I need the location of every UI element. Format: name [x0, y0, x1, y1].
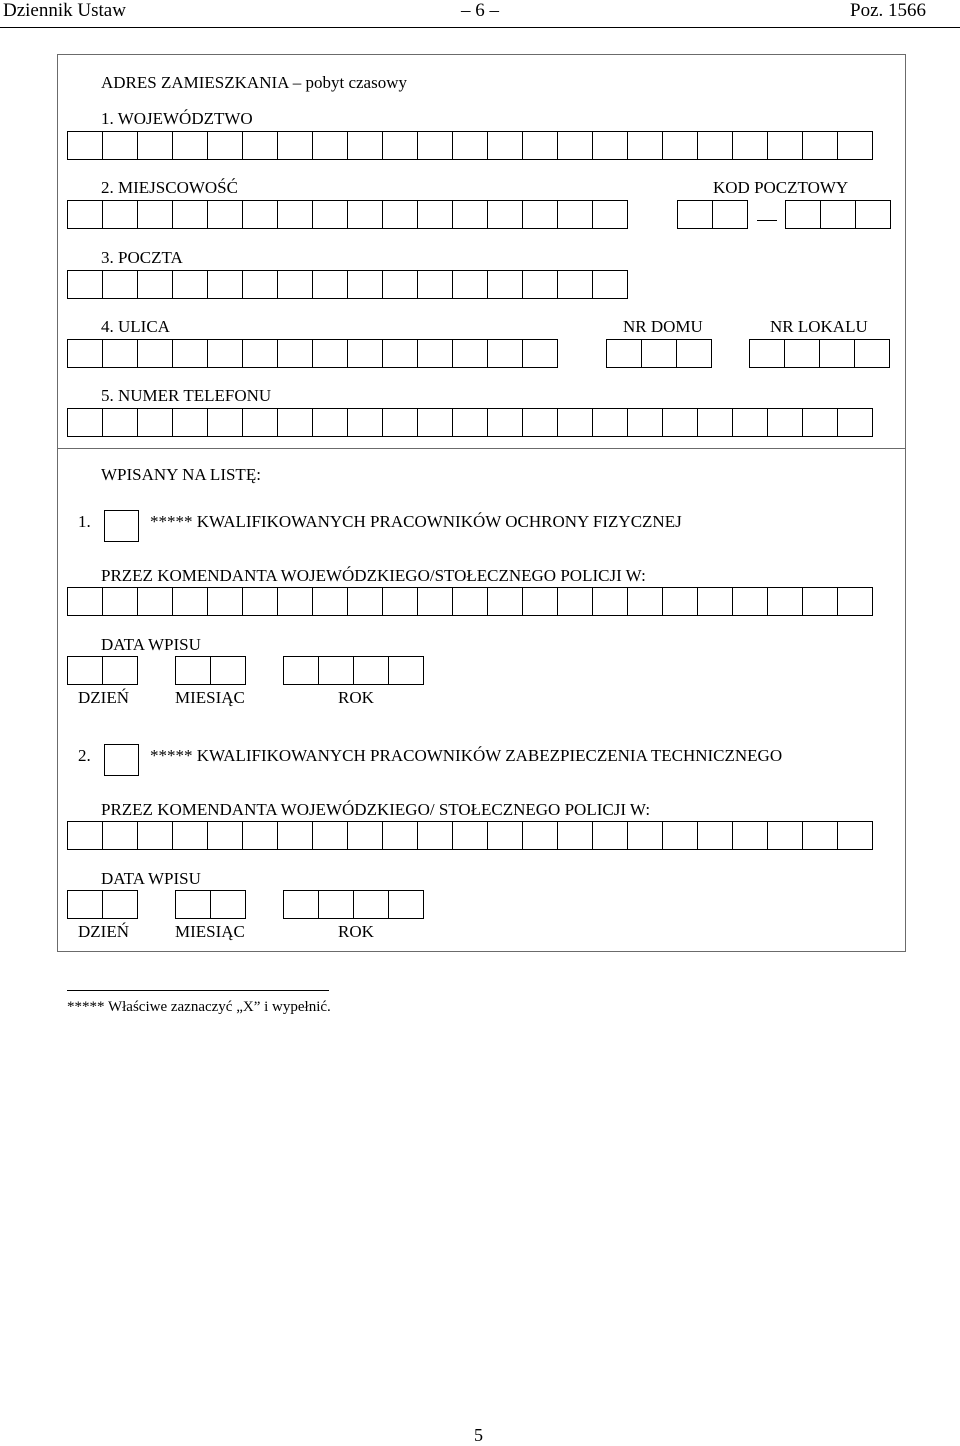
locality-boxes[interactable]	[67, 200, 628, 229]
character-box[interactable]	[678, 200, 713, 229]
character-box[interactable]	[453, 131, 488, 160]
item-2-month-boxes[interactable]	[175, 890, 246, 919]
character-box[interactable]	[354, 656, 389, 685]
character-box[interactable]	[733, 408, 768, 437]
character-box[interactable]	[523, 587, 558, 616]
item-2-year-label: ROK	[338, 922, 374, 941]
character-box[interactable]	[138, 587, 173, 616]
item-2-number: 2.	[78, 746, 91, 765]
character-box[interactable]	[523, 339, 558, 368]
character-box[interactable]	[138, 270, 173, 299]
item-1-number: 1.	[78, 512, 91, 531]
character-box[interactable]	[733, 587, 768, 616]
character-box[interactable]	[176, 656, 211, 685]
character-box[interactable]	[173, 270, 208, 299]
character-box[interactable]	[68, 200, 103, 229]
character-box[interactable]	[173, 200, 208, 229]
character-box[interactable]	[628, 587, 663, 616]
item-1-authority-boxes[interactable]	[67, 587, 873, 616]
character-box[interactable]	[488, 131, 523, 160]
character-box[interactable]	[698, 821, 733, 850]
character-box[interactable]	[593, 131, 628, 160]
house-number-label: NR DOMU	[623, 317, 703, 336]
character-box[interactable]	[313, 200, 348, 229]
character-box[interactable]	[319, 890, 354, 919]
character-box[interactable]	[348, 339, 383, 368]
character-box[interactable]	[523, 821, 558, 850]
character-box[interactable]	[803, 587, 838, 616]
character-box[interactable]	[768, 587, 803, 616]
locality-label: 2. MIEJSCOWOŚĆ	[101, 178, 238, 197]
character-box[interactable]	[348, 200, 383, 229]
voivodeship-label: 1. WOJEWÓDZTWO	[101, 109, 253, 128]
character-box[interactable]	[785, 339, 820, 368]
character-box[interactable]	[418, 339, 453, 368]
character-box[interactable]	[593, 587, 628, 616]
character-box[interactable]	[313, 587, 348, 616]
character-box[interactable]	[418, 270, 453, 299]
character-box[interactable]	[663, 408, 698, 437]
character-box[interactable]	[173, 131, 208, 160]
character-box[interactable]	[348, 587, 383, 616]
character-box[interactable]	[453, 339, 488, 368]
character-box[interactable]	[313, 408, 348, 437]
character-box[interactable]	[243, 200, 278, 229]
item-1-text: ***** KWALIFIKOWANYCH PRACOWNIKÓW OCHRONY FIZYCZNEJ	[150, 512, 682, 531]
street-boxes[interactable]	[67, 339, 558, 368]
character-box[interactable]	[319, 656, 354, 685]
post-office-boxes[interactable]	[67, 270, 628, 299]
character-box[interactable]	[856, 200, 891, 229]
character-box[interactable]	[418, 131, 453, 160]
character-box[interactable]	[786, 200, 821, 229]
character-box[interactable]	[103, 200, 138, 229]
address-title: ADRES ZAMIESZKANIA – pobyt czasowy	[101, 73, 407, 92]
character-box[interactable]	[698, 408, 733, 437]
character-box[interactable]	[663, 587, 698, 616]
character-box[interactable]	[68, 339, 103, 368]
character-box[interactable]	[488, 339, 523, 368]
post-office-label: 3. POCZTA	[101, 248, 183, 267]
character-box[interactable]	[383, 821, 418, 850]
character-box[interactable]	[138, 408, 173, 437]
character-box[interactable]	[768, 408, 803, 437]
character-box[interactable]	[208, 131, 243, 160]
character-box[interactable]	[698, 587, 733, 616]
character-box[interactable]	[208, 408, 243, 437]
character-box[interactable]	[768, 131, 803, 160]
listing-title: WPISANY NA LISTĘ:	[101, 465, 261, 484]
character-box[interactable]	[284, 890, 319, 919]
character-box[interactable]	[558, 587, 593, 616]
character-box[interactable]	[243, 339, 278, 368]
character-box[interactable]	[211, 890, 246, 919]
character-box[interactable]	[176, 890, 211, 919]
footnote-rule	[67, 990, 329, 991]
character-box[interactable]	[855, 339, 890, 368]
character-box[interactable]	[733, 821, 768, 850]
footnote: ***** Właściwe zaznaczyć „X” i wypełnić.	[67, 999, 331, 1015]
character-box[interactable]	[593, 821, 628, 850]
character-box[interactable]	[453, 821, 488, 850]
character-box[interactable]	[488, 587, 523, 616]
item-1-year-boxes[interactable]	[283, 656, 424, 685]
page-indicator: – 6 –	[461, 0, 499, 21]
character-box[interactable]	[354, 890, 389, 919]
character-box[interactable]	[208, 270, 243, 299]
character-box[interactable]	[558, 821, 593, 850]
character-box[interactable]	[750, 339, 785, 368]
page-number: 5	[474, 1425, 483, 1445]
item-1-day-boxes[interactable]	[67, 656, 138, 685]
character-box[interactable]	[642, 339, 677, 368]
character-box[interactable]	[348, 131, 383, 160]
item-2-year-boxes[interactable]	[283, 890, 424, 919]
character-box[interactable]	[68, 587, 103, 616]
character-box[interactable]	[138, 200, 173, 229]
character-box[interactable]	[103, 656, 138, 685]
header-rule	[0, 27, 960, 28]
item-2-checkbox[interactable]	[104, 744, 139, 776]
item-1-year-label: ROK	[338, 688, 374, 707]
character-box[interactable]	[838, 821, 873, 850]
street-label: 4. ULICA	[101, 317, 170, 336]
phone-boxes[interactable]	[67, 408, 873, 437]
character-box[interactable]	[208, 587, 243, 616]
character-box[interactable]	[558, 131, 593, 160]
character-box[interactable]	[278, 821, 313, 850]
character-box[interactable]	[278, 339, 313, 368]
character-box[interactable]	[383, 270, 418, 299]
character-box[interactable]	[389, 890, 424, 919]
character-box[interactable]	[278, 587, 313, 616]
position-number: Poz. 1566	[850, 0, 926, 21]
item-1-day-label: DZIEŃ	[78, 688, 129, 707]
character-box[interactable]	[523, 131, 558, 160]
character-box[interactable]	[558, 408, 593, 437]
character-box[interactable]	[418, 587, 453, 616]
character-box[interactable]	[348, 821, 383, 850]
character-box[interactable]	[313, 821, 348, 850]
character-box[interactable]	[278, 200, 313, 229]
item-1-date-label: DATA WPISU	[101, 635, 201, 654]
item-1-authority-label: PRZEZ KOMENDANTA WOJEWÓDZKIEGO/STOŁECZNEGO POLICJI W:	[101, 566, 646, 585]
character-box[interactable]	[488, 408, 523, 437]
character-box[interactable]	[138, 339, 173, 368]
character-box[interactable]	[713, 200, 748, 229]
character-box[interactable]	[558, 200, 593, 229]
character-box[interactable]	[733, 131, 768, 160]
character-box[interactable]	[278, 131, 313, 160]
character-box[interactable]	[698, 131, 733, 160]
character-box[interactable]	[348, 270, 383, 299]
character-box[interactable]	[453, 587, 488, 616]
character-box[interactable]	[243, 270, 278, 299]
character-box[interactable]	[173, 408, 208, 437]
character-box[interactable]	[453, 200, 488, 229]
character-box[interactable]	[418, 408, 453, 437]
postal-code-second-boxes[interactable]	[785, 200, 891, 229]
character-box[interactable]	[103, 131, 138, 160]
character-box[interactable]	[278, 408, 313, 437]
character-box[interactable]	[68, 270, 103, 299]
house-number-boxes[interactable]	[606, 339, 712, 368]
character-box[interactable]	[607, 339, 642, 368]
character-box[interactable]	[418, 200, 453, 229]
character-box[interactable]	[663, 821, 698, 850]
character-box[interactable]	[208, 821, 243, 850]
character-box[interactable]	[243, 587, 278, 616]
character-box[interactable]	[663, 131, 698, 160]
character-box[interactable]	[173, 587, 208, 616]
item-1-checkbox[interactable]	[104, 510, 139, 542]
section-separator	[57, 448, 906, 449]
character-box[interactable]	[313, 131, 348, 160]
character-box[interactable]	[103, 890, 138, 919]
character-box[interactable]	[243, 131, 278, 160]
character-box[interactable]	[211, 656, 246, 685]
item-2-day-label: DZIEŃ	[78, 922, 129, 941]
character-box[interactable]	[418, 821, 453, 850]
character-box[interactable]	[523, 408, 558, 437]
character-box[interactable]	[593, 270, 628, 299]
postal-code-dash	[757, 220, 777, 221]
character-box[interactable]	[138, 131, 173, 160]
character-box[interactable]	[677, 339, 712, 368]
character-box[interactable]	[803, 821, 838, 850]
apartment-number-boxes[interactable]	[749, 339, 890, 368]
character-box[interactable]	[313, 270, 348, 299]
character-box[interactable]	[243, 408, 278, 437]
character-box[interactable]	[803, 408, 838, 437]
character-box[interactable]	[68, 821, 103, 850]
character-box[interactable]	[383, 587, 418, 616]
character-box[interactable]	[313, 339, 348, 368]
character-box[interactable]	[768, 821, 803, 850]
item-2-date-label: DATA WPISU	[101, 869, 201, 888]
character-box[interactable]	[838, 131, 873, 160]
apartment-number-label: NR LOKALU	[770, 317, 868, 336]
character-box[interactable]	[103, 270, 138, 299]
item-2-day-boxes[interactable]	[67, 890, 138, 919]
character-box[interactable]	[103, 587, 138, 616]
character-box[interactable]	[383, 131, 418, 160]
postal-code-first-boxes[interactable]	[677, 200, 748, 229]
item-1-month-label: MIESIĄC	[175, 688, 245, 707]
postal-code-label: KOD POCZTOWY	[713, 178, 849, 197]
voivodeship-boxes[interactable]	[67, 131, 873, 160]
character-box[interactable]	[383, 339, 418, 368]
character-box[interactable]	[389, 656, 424, 685]
character-box[interactable]	[138, 821, 173, 850]
character-box[interactable]	[558, 270, 593, 299]
character-box[interactable]	[383, 200, 418, 229]
character-box[interactable]	[278, 270, 313, 299]
character-box[interactable]	[348, 408, 383, 437]
character-box[interactable]	[803, 131, 838, 160]
character-box[interactable]	[103, 821, 138, 850]
character-box[interactable]	[173, 821, 208, 850]
character-box[interactable]	[488, 821, 523, 850]
character-box[interactable]	[628, 821, 663, 850]
character-box[interactable]	[628, 408, 663, 437]
item-1-month-boxes[interactable]	[175, 656, 246, 685]
character-box[interactable]	[208, 339, 243, 368]
character-box[interactable]	[453, 270, 488, 299]
character-box[interactable]	[628, 131, 663, 160]
character-box[interactable]	[173, 339, 208, 368]
character-box[interactable]	[488, 200, 523, 229]
character-box[interactable]	[103, 339, 138, 368]
character-box[interactable]	[453, 408, 488, 437]
item-2-authority-label: PRZEZ KOMENDANTA WOJEWÓDZKIEGO/ STOŁECZNEGO POLICJI W:	[101, 800, 651, 819]
character-box[interactable]	[208, 200, 243, 229]
character-box[interactable]	[68, 656, 103, 685]
character-box[interactable]	[820, 339, 855, 368]
journal-title: Dziennik Ustaw	[3, 0, 126, 21]
item-2-month-label: MIESIĄC	[175, 922, 245, 941]
character-box[interactable]	[488, 270, 523, 299]
character-box[interactable]	[838, 408, 873, 437]
character-box[interactable]	[68, 408, 103, 437]
item-2-text: ***** KWALIFIKOWANYCH PRACOWNIKÓW ZABEZPIECZENIA TECHNICZNEGO	[150, 746, 783, 765]
item-2-authority-boxes[interactable]	[67, 821, 873, 850]
phone-label: 5. NUMER TELEFONU	[101, 386, 272, 405]
character-box[interactable]	[821, 200, 856, 229]
character-box[interactable]	[68, 890, 103, 919]
character-box[interactable]	[593, 200, 628, 229]
character-box[interactable]	[523, 200, 558, 229]
character-box[interactable]	[243, 821, 278, 850]
character-box[interactable]	[383, 408, 418, 437]
character-box[interactable]	[284, 656, 319, 685]
character-box[interactable]	[103, 408, 138, 437]
character-box[interactable]	[523, 270, 558, 299]
character-box[interactable]	[838, 587, 873, 616]
character-box[interactable]	[68, 131, 103, 160]
character-box[interactable]	[593, 408, 628, 437]
